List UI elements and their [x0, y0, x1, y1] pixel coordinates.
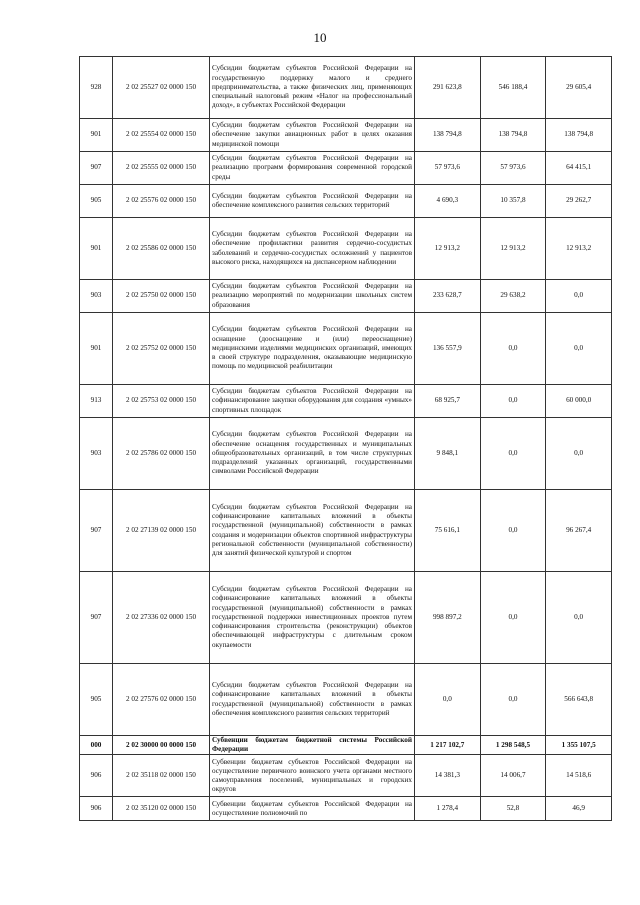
revenue-name-cell: Субсидии бюджетам субъектов Российской Федерации на софинансирование капитальных вложений в объекты государственной (муниципальной) собственности в рамках создания и модернизации объектов спортивной инфраструктуры региональной собственности (муниципальной собственности) для занятий физической культурой и спортом	[210, 490, 415, 572]
amount-year-2-cell: 52,8	[480, 797, 546, 821]
amount-year-1-cell: 57 973,6	[415, 152, 481, 185]
table-body	[80, 57, 612, 821]
budget-code-cell: 2 02 25753 02 0000 150	[113, 385, 210, 418]
amount-year-2-cell: 14 006,7	[480, 755, 546, 797]
budget-code-cell: 2 02 25586 02 0000 150	[113, 218, 210, 280]
budget-code-cell: 2 02 25555 02 0000 150	[113, 152, 210, 185]
table-row	[80, 490, 612, 572]
budget-revenue-table	[79, 56, 612, 821]
revenue-name-cell: Субсидии бюджетам субъектов Российской Федерации на оснащение (дооснащение и (или) переоснащение) медицинскими изделиями медицинских организаций, имеющих в своей структуре подразделения, оказывающие медицинскую помощь по медицинской реабилитации	[210, 313, 415, 385]
amount-year-3-cell: 46,9	[546, 797, 612, 821]
table-row	[80, 385, 612, 418]
amount-year-2-cell: 10 357,8	[480, 185, 546, 218]
revenue-name-cell: Субсидии бюджетам субъектов Российской Федерации на софинансирование закупки оборудования для создания «умных» спортивных площадок	[210, 385, 415, 418]
admin-code-cell: 907	[80, 490, 113, 572]
amount-year-3-cell: 566 643,8	[546, 664, 612, 736]
amount-year-1-cell: 4 690,3	[415, 185, 481, 218]
budget-code-cell: 2 02 25554 02 0000 150	[113, 119, 210, 152]
amount-year-3-cell: 0,0	[546, 280, 612, 313]
amount-year-3-cell: 12 913,2	[546, 218, 612, 280]
amount-year-2-cell: 0,0	[480, 572, 546, 664]
revenue-name-cell: Субсидии бюджетам субъектов Российской Федерации на реализацию мероприятий по модернизации школьных систем образования	[210, 280, 415, 313]
amount-year-3-cell: 14 518,6	[546, 755, 612, 797]
amount-year-1-cell: 75 616,1	[415, 490, 481, 572]
amount-year-3-cell: 96 267,4	[546, 490, 612, 572]
amount-year-2-cell: 0,0	[480, 664, 546, 736]
budget-code-cell: 2 02 27139 02 0000 150	[113, 490, 210, 572]
budget-code-cell: 2 02 27336 02 0000 150	[113, 572, 210, 664]
amount-year-3-cell: 138 794,8	[546, 119, 612, 152]
amount-year-3-cell: 60 000,0	[546, 385, 612, 418]
revenue-name-cell: Субсидии бюджетам субъектов Российской Федерации на государственную поддержку малого и среднего предпринимательства, а также физических лиц, применяющих специальный налоговый режим «Налог на профессиональный доход», в субъектах Российской Федерации	[210, 57, 415, 119]
budget-code-cell: 2 02 25750 02 0000 150	[113, 280, 210, 313]
amount-year-3-cell: 1 355 107,5	[546, 736, 612, 755]
revenue-name-cell: Субсидии бюджетам субъектов Российской Федерации на обеспечение комплексного развития сельских территорий	[210, 185, 415, 218]
budget-code-cell: 2 02 25576 02 0000 150	[113, 185, 210, 218]
admin-code-cell: 913	[80, 385, 113, 418]
amount-year-2-cell: 1 298 548,5	[480, 736, 546, 755]
amount-year-2-cell: 0,0	[480, 418, 546, 490]
page-number: 10	[313, 30, 327, 45]
budget-code-cell: 2 02 27576 02 0000 150	[113, 664, 210, 736]
amount-year-2-cell: 138 794,8	[480, 119, 546, 152]
admin-code-cell: 905	[80, 664, 113, 736]
amount-year-2-cell: 546 188,4	[480, 57, 546, 119]
amount-year-2-cell: 29 638,2	[480, 280, 546, 313]
amount-year-1-cell: 136 557,9	[415, 313, 481, 385]
budget-code-cell: 2 02 30000 00 0000 150	[113, 736, 210, 755]
amount-year-3-cell: 0,0	[546, 418, 612, 490]
admin-code-cell: 903	[80, 280, 113, 313]
revenue-name-cell: Субсидии бюджетам субъектов Российской Федерации на обеспечение закупки авиационных работ в целях оказания медицинской помощи	[210, 119, 415, 152]
table-row	[80, 797, 612, 821]
revenue-name-cell: Субсидии бюджетам субъектов Российской Федерации на обеспечение профилактики развития сердечно-сосудистых заболеваний и сердечно-сосудистых осложнений у пациентов высокого риска, находящихся на диспансерном наблюдении	[210, 218, 415, 280]
admin-code-cell: 903	[80, 418, 113, 490]
amount-year-1-cell: 1 217 102,7	[415, 736, 481, 755]
revenue-name-cell: Субсидии бюджетам субъектов Российской Федерации на реализацию программ формирования современной городской среды	[210, 152, 415, 185]
revenue-name-cell: Субвенции бюджетам субъектов Российской Федерации на осуществление полномочий по	[210, 797, 415, 821]
admin-code-cell: 901	[80, 313, 113, 385]
amount-year-2-cell: 57 973,6	[480, 152, 546, 185]
budget-code-cell: 2 02 25527 02 0000 150	[113, 57, 210, 119]
amount-year-1-cell: 14 381,3	[415, 755, 481, 797]
admin-code-cell: 901	[80, 119, 113, 152]
revenue-name-cell: Субсидии бюджетам субъектов Российской Федерации на софинансирование капитальных вложений в объекты государственной (муниципальной) собственности в рамках обеспечения комплексного развития сельских территорий	[210, 664, 415, 736]
admin-code-cell: 000	[80, 736, 113, 755]
budget-code-cell: 2 02 35118 02 0000 150	[113, 755, 210, 797]
admin-code-cell: 907	[80, 572, 113, 664]
amount-year-3-cell: 29 262,7	[546, 185, 612, 218]
amount-year-1-cell: 1 278,4	[415, 797, 481, 821]
table-row	[80, 218, 612, 280]
budget-code-cell: 2 02 25786 02 0000 150	[113, 418, 210, 490]
admin-code-cell: 928	[80, 57, 113, 119]
revenue-name-cell: Субвенции бюджетам бюджетной системы Российской Федерации	[210, 736, 415, 755]
amount-year-3-cell: 64 415,1	[546, 152, 612, 185]
amount-year-3-cell: 0,0	[546, 313, 612, 385]
table-row	[80, 418, 612, 490]
amount-year-2-cell: 0,0	[480, 385, 546, 418]
amount-year-1-cell: 233 628,7	[415, 280, 481, 313]
table-row	[80, 119, 612, 152]
amount-year-2-cell: 0,0	[480, 313, 546, 385]
table-row	[80, 736, 612, 755]
budget-code-cell: 2 02 25752 02 0000 150	[113, 313, 210, 385]
amount-year-3-cell: 0,0	[546, 572, 612, 664]
amount-year-1-cell: 68 925,7	[415, 385, 481, 418]
admin-code-cell: 906	[80, 797, 113, 821]
table-row	[80, 280, 612, 313]
amount-year-1-cell: 0,0	[415, 664, 481, 736]
amount-year-1-cell: 12 913,2	[415, 218, 481, 280]
amount-year-1-cell: 291 623,8	[415, 57, 481, 119]
table-row	[80, 185, 612, 218]
admin-code-cell: 905	[80, 185, 113, 218]
amount-year-2-cell: 12 913,2	[480, 218, 546, 280]
revenue-name-cell: Субсидии бюджетам субъектов Российской Федерации на обеспечение оснащения государственных и муниципальных общеобразовательных организаций, в том числе структурных подразделений указанных организаций, государственными символами Российской Федерации	[210, 418, 415, 490]
amount-year-2-cell: 0,0	[480, 490, 546, 572]
table-row	[80, 313, 612, 385]
revenue-name-cell: Субсидии бюджетам субъектов Российской Федерации на софинансирование капитальных вложений в объекты государственной (муниципальной) собственности в рамках государственной поддержки инвестиционных проектов путем софинансирования строительства (реконструкции) объектов обеспечивающей инфраструктуры с длительным сроком окупаемости	[210, 572, 415, 664]
amount-year-3-cell: 29 605,4	[546, 57, 612, 119]
table-row	[80, 664, 612, 736]
admin-code-cell: 901	[80, 218, 113, 280]
table-row	[80, 572, 612, 664]
admin-code-cell: 906	[80, 755, 113, 797]
revenue-name-cell: Субвенции бюджетам субъектов Российской Федерации на осуществление первичного воинского учета органами местного самоуправления поселений, муниципальных и городских округов	[210, 755, 415, 797]
table-row	[80, 57, 612, 119]
table-row	[80, 152, 612, 185]
budget-code-cell: 2 02 35120 02 0000 150	[113, 797, 210, 821]
amount-year-1-cell: 9 848,1	[415, 418, 481, 490]
table-row	[80, 755, 612, 797]
amount-year-1-cell: 138 794,8	[415, 119, 481, 152]
admin-code-cell: 907	[80, 152, 113, 185]
amount-year-1-cell: 998 897,2	[415, 572, 481, 664]
